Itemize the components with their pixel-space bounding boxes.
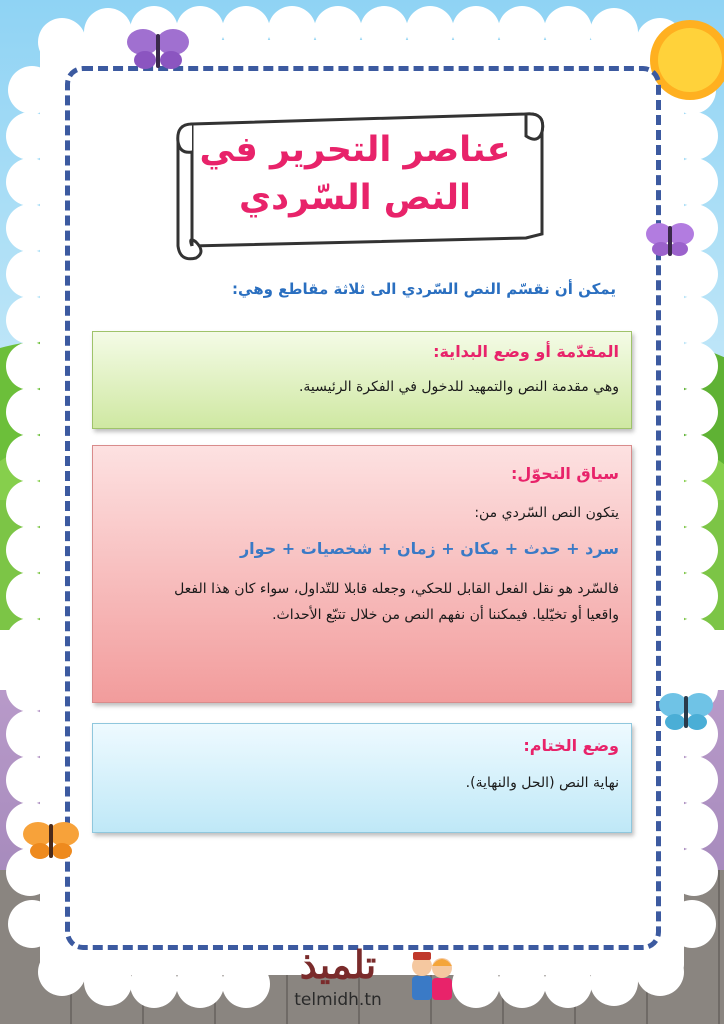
section-heading: المقدّمة أو وضع البداية: — [433, 342, 619, 361]
section-heading: سياق التحوّل: — [510, 464, 619, 483]
intro-text: يمكن أن نقسّم النص السّردي الى ثلاثة مقاطع وهي: — [232, 280, 616, 298]
section-transformation — [92, 445, 632, 703]
butterfly-icon — [645, 220, 695, 260]
logo-arabic: تلميذ — [299, 942, 377, 987]
title-line-1: عناصر التحرير في — [199, 130, 511, 170]
paragraph-line-2: واقعيا أو تخيّليا. فيمكننا أن نفهم النص من خلال تتبّع الأحداث. — [272, 607, 619, 623]
butterfly-icon — [22, 818, 80, 864]
butterfly-icon — [125, 26, 191, 72]
section-ending — [92, 723, 632, 833]
title-line-2: النص السّردي — [239, 178, 471, 218]
section-text: نهاية النص (الحل والنهاية). — [465, 775, 619, 791]
narrative-formula: سرد + حدث + مكان + زمان + شخصيات + حوار — [239, 539, 619, 558]
page-title — [190, 126, 520, 222]
logo-domain: telmidh.tn — [294, 990, 382, 1010]
section-heading: وضع الختام: — [523, 736, 619, 755]
children-icon — [408, 948, 456, 1010]
paragraph-line-1: فالسّرد هو نقل الفعل القابل للحكي، وجعله قابلا للتّداول، سواء كان هذا الفعل — [174, 581, 619, 597]
section-text: يتكون النص السّردي من: — [474, 505, 619, 521]
section-text: وهي مقدمة النص والتمهيد للدخول في الفكرة الرئيسية. — [298, 379, 619, 395]
section-paragraph — [105, 576, 619, 628]
section-introduction — [92, 331, 632, 429]
butterfly-icon — [658, 690, 714, 734]
title-scroll — [170, 96, 550, 264]
